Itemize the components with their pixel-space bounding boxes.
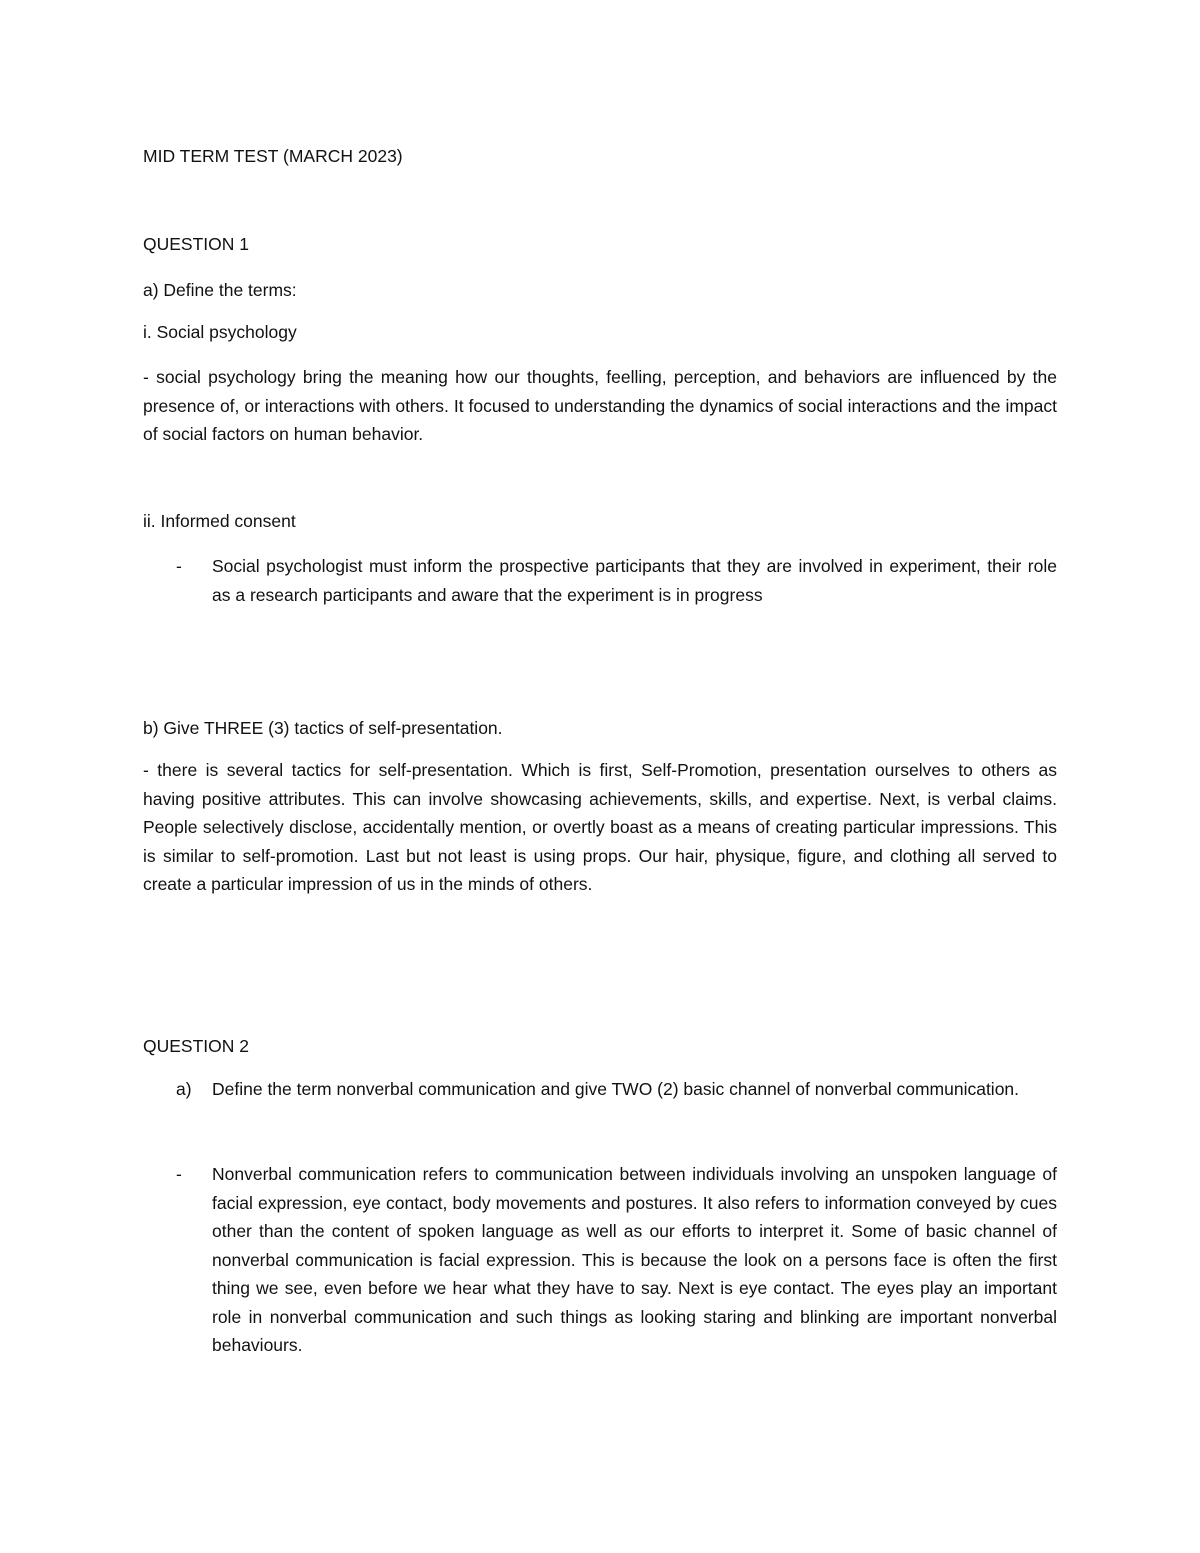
list-letter-marker: a) [176,1079,192,1099]
document-title: MID TERM TEST (MARCH 2023) [143,146,403,166]
term-social-psychology-answer: - social psychology bring the meaning how our thoughts, feelling, perception, and behaviors are influenced by the presence of, or interactions with others. It focused to understanding the dynamics of social interactions and the impact of social factors on human behavior. [143,367,1057,444]
question-1a-prompt: a) Define the terms: [143,280,297,300]
list-dash-marker: - [176,556,182,576]
term-social-psychology-label: i. Social psychology [143,322,297,342]
question-2-heading: QUESTION 2 [143,1036,249,1056]
term-informed-consent-label: ii. Informed consent [143,511,296,531]
question-1b-answer: - there is several tactics for self-presentation. Which is first, Self-Promotion, presentation ourselves to others as having positive attributes. This can involve showcasing achievements, skills, and expertise. Next, is verbal claims. People selectively disclose, accidentally mention, or overtly boast as a means of creating particular impressions. This is similar to self-promotion. Last but not least is using props. Our hair, physique, figure, and clothing all served to create a particular impression of us in the minds of others. [143,760,1057,894]
question-1-heading: QUESTION 1 [143,234,249,254]
informed-consent-answer: Social psychologist must inform the prospective participants that they are involved in experiment, their role as a research participants and aware that the experiment is in progress [212,556,1057,605]
question-1b-prompt: b) Give THREE (3) tactics of self-presentation. [143,718,503,738]
list-dash-marker: - [176,1164,182,1184]
question-2a-prompt: Define the term nonverbal communication and give TWO (2) basic channel of nonverbal communication. [212,1079,1020,1099]
question-2a-answer: Nonverbal communication refers to communication between individuals involving an unspoken language of facial expression, eye contact, body movements and postures. It also refers to information conveyed by cues other than the content of spoken language as well as our efforts to interpret it. Some of basic channel of nonverbal communication is facial expression. This is because the look on a persons face is often the first thing we see, even before we hear what they have to say. Next is eye contact. The eyes play an important role in nonverbal communication and such things as looking staring and blinking are important nonverbal behaviours. [212,1164,1057,1355]
